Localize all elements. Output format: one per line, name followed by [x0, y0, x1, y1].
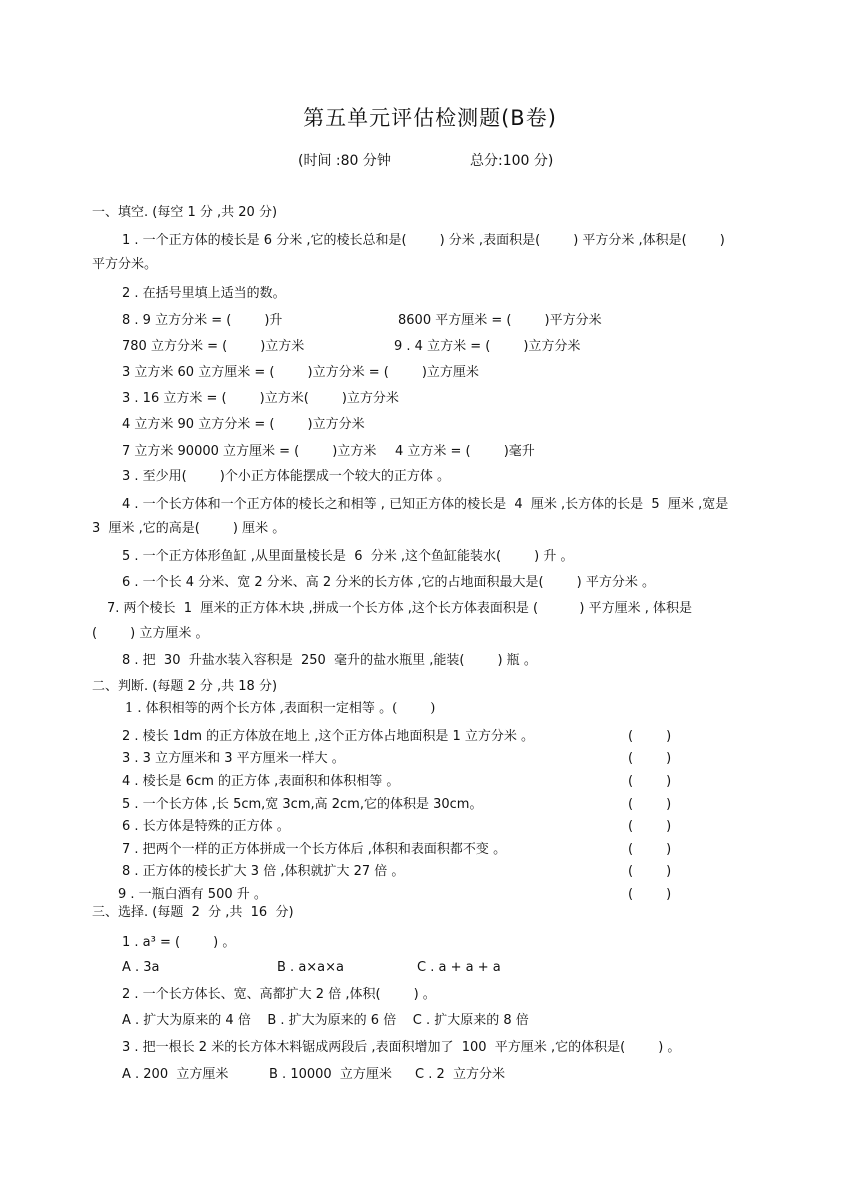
- s1-q4-line1: 4 . 一个长方体和一个正方体的棱长之和相等 , 已知正方体的棱长是 4 厘米 ,长方体的长是 5 厘米 ,宽是: [122, 497, 729, 512]
- section1-heading: 一、填空. (每空 1 分 ,共 20 分): [92, 205, 278, 220]
- s3-q3-option-a[interactable]: A . 200 立方厘米: [122, 1067, 229, 1082]
- section2-heading: 二、判断. (每题 2 分 ,共 18 分): [92, 679, 278, 694]
- answer-paren[interactable]: ( ): [628, 819, 672, 834]
- answer-paren[interactable]: ( ): [628, 797, 672, 812]
- s1-conv1b: 8600 平方厘米 = ( )平方分米: [398, 313, 602, 328]
- answer-paren[interactable]: ( ): [628, 751, 672, 766]
- s1-conv6a: 7 立方米 90000 立方厘米 = ( )立方米: [122, 444, 377, 459]
- s1-conv6b: 4 立方米 = ( )毫升: [395, 444, 535, 459]
- answer-paren[interactable]: ( ): [628, 864, 672, 879]
- s3-q3-option-c[interactable]: C . 2 立方分米: [415, 1067, 506, 1082]
- s1-conv2b: 9 . 4 立方米 = ( )立方分米: [394, 339, 581, 354]
- time-info: (时间 :80 分钟: [298, 153, 391, 169]
- judge-item: 7 . 把两个一样的正方体拼成一个长方体后 ,体积和表面积都不变 。: [122, 842, 507, 857]
- judge-item: 9 . 一瓶白酒有 500 升 。: [118, 887, 267, 902]
- s3-q3-option-b[interactable]: B . 10000 立方厘米: [269, 1067, 392, 1082]
- s1-q4-line2: 3 厘米 ,它的高是( ) 厘米 。: [92, 521, 286, 536]
- answer-paren[interactable]: ( ): [628, 774, 672, 789]
- judge-item: 1 . 体积相等的两个长方体 ,表面积一定相等 。( ): [125, 701, 436, 716]
- s1-conv4: 3 . 16 立方米 = ( )立方米( )立方分米: [122, 391, 399, 406]
- s1-q5: 5 . 一个正方体形鱼缸 ,从里面量棱长是 6 分米 ,这个鱼缸能装水( ) 升 。: [122, 549, 574, 564]
- s3-q2: 2 . 一个长方体长、宽、高都扩大 2 倍 ,体积( ) 。: [122, 987, 436, 1002]
- s3-q2-options[interactable]: A . 扩大为原来的 4 倍 B . 扩大为原来的 6 倍 C . 扩大原来的 8 倍: [122, 1013, 529, 1028]
- s1-conv1a: 8 . 9 立方分米 = ( )升: [122, 313, 283, 328]
- answer-paren[interactable]: ( ): [628, 729, 672, 744]
- s3-q3: 3 . 把一根长 2 米的长方体木料锯成两段后 ,表面积增加了 100 平方厘米 ,它的体积是( ) 。: [122, 1040, 681, 1055]
- judge-item: 2 . 棱长 1dm 的正方体放在地上 ,这个正方体占地面积是 1 立方分米 。: [122, 729, 535, 744]
- s1-q3: 3 . 至少用( )个小正方体能摆成一个较大的正方体 。: [122, 469, 451, 484]
- answer-paren[interactable]: ( ): [628, 887, 672, 902]
- s1-q8: 8 . 把 30 升盐水装入容积是 250 毫升的盐水瓶里 ,能装( ) 瓶 。: [122, 653, 537, 668]
- page-title: 第五单元评估检测题(B卷): [303, 106, 557, 130]
- s1-conv5: 4 立方米 90 立方分米 = ( )立方分米: [122, 417, 365, 432]
- judge-item: 4 . 棱长是 6cm 的正方体 ,表面积和体积相等 。: [122, 774, 400, 789]
- s1-conv3: 3 立方米 60 立方厘米 = ( )立方分米 = ( )立方厘米: [122, 365, 479, 380]
- judge-item: 3 . 3 立方厘米和 3 平方厘米一样大 。: [122, 751, 345, 766]
- judge-item: 5 . 一个长方体 ,长 5cm,宽 3cm,高 2cm,它的体积是 30cm。: [122, 797, 483, 812]
- s3-q1: 1 . a³ = ( ) 。: [122, 935, 236, 950]
- judge-item: 6 . 长方体是特殊的正方体 。: [122, 819, 290, 834]
- s1-q7-line2: ( ) 立方厘米 。: [92, 626, 209, 641]
- s1-q7-line1: 7. 两个棱长 1 厘米的正方体木块 ,拼成一个长方体 ,这个长方体表面积是 ( ) 平方厘米 , 体积是: [107, 601, 692, 616]
- s3-q1-option-b[interactable]: B . a×a×a: [277, 960, 344, 975]
- s1-q6: 6 . 一个长 4 分米、宽 2 分米、高 2 分米的长方体 ,它的占地面积最大是( ) 平方分米 。: [122, 575, 656, 590]
- s3-q1-option-a[interactable]: A . 3a: [122, 960, 160, 975]
- section3-heading: 三、选择. (每题 2 分 ,共 16 分): [92, 905, 294, 920]
- total-score: 总分:100 分): [470, 153, 554, 169]
- s1-conv2a: 780 立方分米 = ( )立方米: [122, 339, 305, 354]
- answer-paren[interactable]: ( ): [628, 842, 672, 857]
- judge-item: 8 . 正方体的棱长扩大 3 倍 ,体积就扩大 27 倍 。: [122, 864, 405, 879]
- s3-q1-option-c[interactable]: C . a + a + a: [417, 960, 501, 975]
- s1-q1-line2: 平方分米。: [92, 257, 158, 272]
- s1-q2: 2 . 在括号里填上适当的数。: [122, 286, 286, 301]
- s1-q1-line1: 1 . 一个正方体的棱长是 6 分米 ,它的棱长总和是( ) 分米 ,表面积是( ) 平方分米 ,体积是( ): [122, 233, 725, 248]
